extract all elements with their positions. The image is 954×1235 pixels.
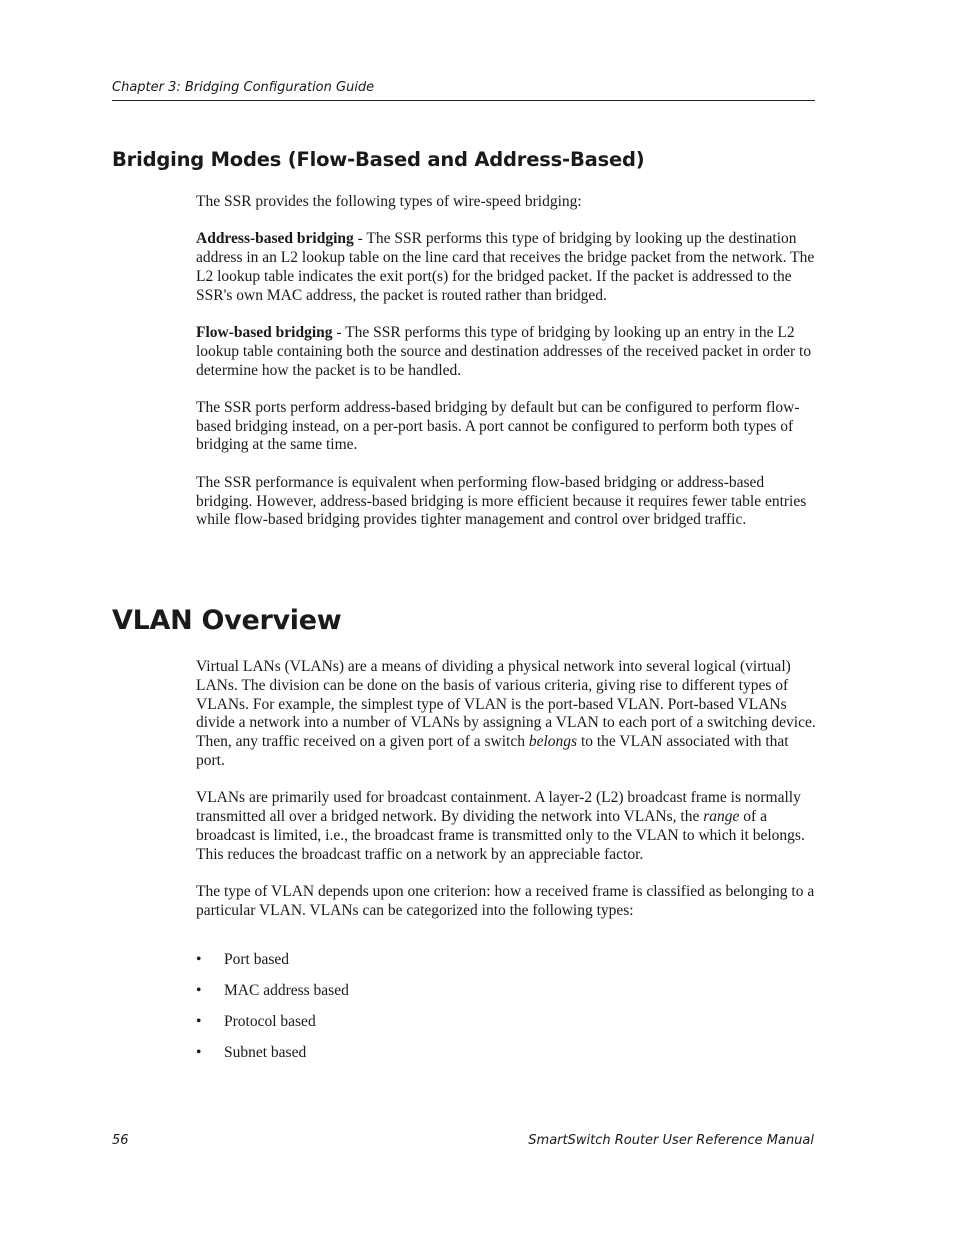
bridging-modes-body [196, 193, 816, 530]
address-based-paragraph [196, 230, 816, 305]
list-item [196, 1012, 596, 1043]
flow-based-description: - The SSR performs this type of bridging by looking up an entry in the L2 lookup table containing both the source and destination addresses of the received packet in order to determine how the packet is to be handled. [196, 323, 812, 379]
flow-based-term: Flow-based bridging [196, 323, 333, 341]
vlan-overview-body [196, 658, 816, 921]
vlan-definition-paragraph [196, 658, 816, 771]
performance-paragraph: The SSR performance is equivalent when performing flow-based bridging or address-based bridging. However, address-based bridging is more efficient because it requires fewer table entries while flow-based bridging provides tighter management and control over bridged traffic. [196, 473, 807, 529]
list-item [196, 950, 596, 981]
vlan-type-label: Port based [224, 951, 290, 968]
address-based-term: Address-based bridging [196, 230, 354, 248]
vlan-types-intro-paragraph: The type of VLAN depends upon one criterion: how a received frame is classified as belonging to a particular VLAN. VLANs can be categorized into the following types: [196, 882, 815, 919]
vlan-definition-text-end: to the VLAN associated with that port. [196, 733, 789, 769]
running-head: Chapter 3: Bridging Configuration Guide [112, 79, 815, 101]
vlan-type-label: MAC address based [224, 982, 349, 999]
list-item [196, 1043, 596, 1074]
bridging-intro-paragraph: The SSR provides the following types of wire-speed bridging: [196, 193, 582, 210]
vlan-type-label: Protocol based [224, 1013, 316, 1030]
broadcast-text: VLANs are primarily used for broadcast containment. A layer-2 (L2) broadcast frame is normally transmitted all over a bridged network. By dividing the network into VLANs, the [196, 789, 801, 826]
vlan-type-label: Subnet based [224, 1044, 307, 1061]
belongs-emphasis: belongs [528, 733, 578, 751]
broadcast-text-end: of a broadcast is limited, i.e., the broadcast frame is transmitted only to the VLAN to which it belongs. This reduces the broadcast traffic on a network by an appreciable factor. [196, 808, 805, 863]
bullet-icon: • [196, 1044, 202, 1061]
bullet-icon: • [196, 982, 202, 999]
broadcast-containment-paragraph [196, 789, 816, 864]
section-heading-vlan-overview: VLAN Overview [112, 605, 342, 636]
ports-default-paragraph: The SSR ports perform address-based bridging by default but can be configured to perform flow-based bridging instead, on a per-port basis. A port cannot be configured to perform both types of bridging at the same time. [196, 398, 800, 454]
bullet-icon: • [196, 1013, 202, 1030]
vlan-definition-text: Virtual LANs (VLANs) are a means of dividing a physical network into several logical (virtual) LANs. The division can be done on the basis of various criteria, giving rise to different types of VLANs. For example, the simplest type of VLAN is the port-based VLAN. Port-based VLANs divide a network into a number of VLANs by assigning a VLAN to each port of a switching device. Then, any traffic received on a given port of a switch [196, 658, 816, 751]
list-item [196, 981, 596, 1012]
manual-title: SmartSwitch Router User Reference Manual [528, 1133, 814, 1148]
range-emphasis: range [703, 808, 740, 826]
address-based-description: - The SSR performs this type of bridging by looking up the destination address in an L2 lookup table on the line card that receives the bridge packet from the network. The L2 lookup table indicates the exit port(s) for the bridged packet. If the packet is addressed to the SSR's own MAC address, the packet is routed rather than bridged. [196, 230, 815, 304]
vlan-types-list [196, 950, 596, 1074]
section-heading-bridging-modes: Bridging Modes (Flow-Based and Address-Based) [112, 148, 645, 171]
bullet-icon: • [196, 951, 202, 968]
page-number: 56 [112, 1133, 129, 1148]
flow-based-paragraph [196, 324, 816, 380]
